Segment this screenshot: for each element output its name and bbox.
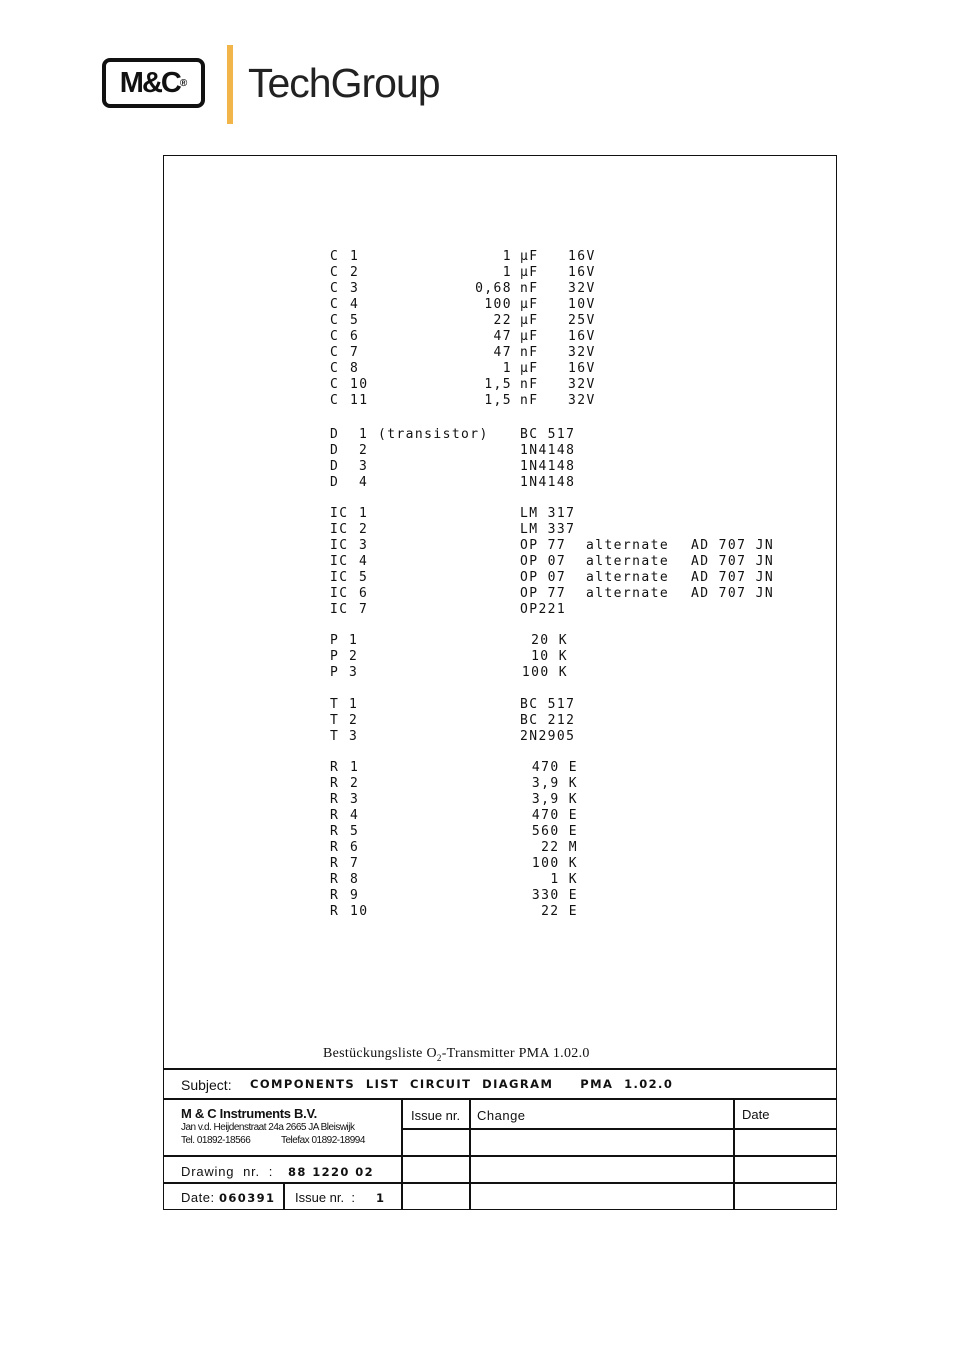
component-ref: C xyxy=(330,377,340,392)
component-value: 1 xyxy=(502,265,512,280)
company-bottom-line xyxy=(163,1155,837,1157)
change-header: Change xyxy=(477,1108,526,1123)
component-ref: C xyxy=(330,297,340,312)
component-part: OP 77 xyxy=(520,538,567,553)
component-number: 3 xyxy=(359,538,369,553)
component-number: 4 xyxy=(359,554,369,569)
component-ref: R xyxy=(330,888,340,903)
component-voltage: 32V xyxy=(568,377,596,392)
company-fax: Telefax 01892-18994 xyxy=(281,1135,365,1146)
component-value: 100 K xyxy=(521,665,568,680)
component-voltage: 16V xyxy=(568,329,596,344)
component-ref: D xyxy=(330,443,340,458)
component-ref: IC xyxy=(330,570,349,585)
component-number: 1 xyxy=(359,506,369,521)
issue-label: Issue nr. : xyxy=(295,1190,355,1205)
date-header: Date xyxy=(742,1107,770,1122)
component-number: 5 xyxy=(350,313,360,328)
component-number: 2 xyxy=(350,265,360,280)
component-voltage: 16V xyxy=(568,249,596,264)
company-address: Jan v.d. Heijdenstraat 24a 2665 JA Bleiswijk xyxy=(181,1122,355,1133)
caption-prefix: Bestückungsliste O xyxy=(323,1046,437,1061)
component-value: 47 xyxy=(493,345,512,360)
drawing-caption xyxy=(323,1046,590,1063)
component-ref: IC xyxy=(330,506,349,521)
company-tel: Tel. 01892-18566 xyxy=(181,1135,251,1146)
component-number: 8 xyxy=(350,361,360,376)
component-ref: C xyxy=(330,393,340,408)
subject-label: Subject: xyxy=(181,1077,232,1093)
component-ref: R xyxy=(330,840,340,855)
component-number: 2 xyxy=(359,443,369,458)
component-ref: IC xyxy=(330,602,349,617)
component-voltage: 32V xyxy=(568,345,596,360)
component-number: 4 xyxy=(359,475,369,490)
alternate-label: alternate xyxy=(586,570,670,585)
component-ref: P xyxy=(330,633,340,648)
component-number: 6 xyxy=(350,840,360,855)
component-value: 20 K xyxy=(531,633,568,648)
component-number: 8 xyxy=(350,872,360,887)
component-number: 2 xyxy=(359,522,369,537)
brand-name: TechGroup xyxy=(248,60,440,106)
component-part: OP221 xyxy=(520,602,567,617)
component-voltage: 32V xyxy=(568,393,596,408)
component-ref: IC xyxy=(330,538,349,553)
component-number: 10 xyxy=(350,904,369,919)
component-number: 1 xyxy=(349,697,359,712)
alternate-part: AD 707 JN xyxy=(691,570,775,585)
issue-column-line xyxy=(469,1098,471,1210)
component-value: 560 E xyxy=(531,824,578,839)
component-number: 2 xyxy=(349,649,359,664)
component-value: 470 E xyxy=(531,760,578,775)
component-unit: µF xyxy=(520,297,539,312)
component-number: 4 xyxy=(350,808,360,823)
component-number: 3 xyxy=(350,792,360,807)
component-number: 3 xyxy=(349,665,359,680)
component-ref: T xyxy=(330,729,340,744)
component-ref: C xyxy=(330,329,340,344)
component-number: 1 xyxy=(350,760,360,775)
revision-header-line xyxy=(401,1128,837,1130)
component-value: 1 xyxy=(502,361,512,376)
component-part: 2N2905 xyxy=(520,729,576,744)
component-number: 7 xyxy=(359,602,369,617)
component-voltage: 16V xyxy=(568,265,596,280)
component-unit: µF xyxy=(520,265,539,280)
component-ref: R xyxy=(330,760,340,775)
subject-value: COMPONENTS LIST CIRCUIT DIAGRAM PMA 1.02.0 xyxy=(250,1077,674,1091)
component-ref: C xyxy=(330,281,340,296)
component-value: 100 K xyxy=(531,856,578,871)
component-ref: C xyxy=(330,265,340,280)
component-ref: IC xyxy=(330,586,349,601)
component-part: LM 317 xyxy=(520,506,576,521)
component-ref: R xyxy=(330,824,340,839)
revision-left-line xyxy=(401,1098,403,1210)
component-number: 3 xyxy=(359,459,369,474)
component-ref: R xyxy=(330,904,340,919)
component-part: BC 212 xyxy=(520,713,576,728)
registered-mark: ® xyxy=(179,77,188,89)
alternate-label: alternate xyxy=(586,538,670,553)
date-issue-divider xyxy=(283,1182,285,1210)
component-unit: µF xyxy=(520,361,539,376)
component-number: 7 xyxy=(350,856,360,871)
component-number: 9 xyxy=(350,888,360,903)
component-ref: C xyxy=(330,345,340,360)
component-number: 2 xyxy=(349,713,359,728)
date-column-line xyxy=(733,1098,735,1210)
component-voltage: 32V xyxy=(568,281,596,296)
title-block-top-line xyxy=(163,1068,837,1070)
component-part: 1N4148 xyxy=(520,443,576,458)
alternate-part: AD 707 JN xyxy=(691,538,775,553)
component-note: (transistor) xyxy=(378,427,489,442)
component-value: 22 E xyxy=(541,904,578,919)
component-ref: IC xyxy=(330,522,349,537)
component-voltage: 25V xyxy=(568,313,596,328)
component-part: OP 77 xyxy=(520,586,567,601)
component-number: 6 xyxy=(359,586,369,601)
component-number: 10 xyxy=(350,377,369,392)
component-number: 2 xyxy=(350,776,360,791)
component-ref: D xyxy=(330,459,340,474)
component-number: 4 xyxy=(350,297,360,312)
component-ref: R xyxy=(330,808,340,823)
issue-header: Issue nr. xyxy=(411,1108,461,1123)
drawing-label: Drawing nr. : xyxy=(181,1164,274,1179)
component-number: 3 xyxy=(349,729,359,744)
component-ref: D xyxy=(330,427,340,442)
component-unit: nF xyxy=(520,393,539,408)
component-number: 6 xyxy=(350,329,360,344)
alternate-part: AD 707 JN xyxy=(691,586,775,601)
component-value: 3,9 K xyxy=(531,776,578,791)
component-ref: P xyxy=(330,665,340,680)
caption-subscript: 2 xyxy=(436,1052,442,1063)
component-number: 11 xyxy=(350,393,369,408)
component-ref: D xyxy=(330,475,340,490)
component-value: 22 M xyxy=(541,840,578,855)
component-part: 1N4148 xyxy=(520,459,576,474)
logo-text: M&C xyxy=(119,66,180,99)
component-value: 1,5 xyxy=(484,393,512,408)
date-value: 060391 xyxy=(219,1191,276,1205)
caption-suffix: -Transmitter PMA 1.02.0 xyxy=(441,1046,590,1061)
component-unit: nF xyxy=(520,377,539,392)
component-number: 1 xyxy=(350,249,360,264)
component-value: 10 K xyxy=(531,649,568,664)
component-part: LM 337 xyxy=(520,522,576,537)
component-ref: C xyxy=(330,313,340,328)
component-ref: T xyxy=(330,697,340,712)
component-number: 3 xyxy=(350,281,360,296)
alternate-label: alternate xyxy=(586,554,670,569)
component-part: OP 07 xyxy=(520,554,567,569)
component-number: 5 xyxy=(350,824,360,839)
component-unit: nF xyxy=(520,281,539,296)
component-value: 1 K xyxy=(550,872,578,887)
component-part: 1N4148 xyxy=(520,475,576,490)
component-unit: µF xyxy=(520,329,539,344)
component-number: 1 xyxy=(349,633,359,648)
component-ref: R xyxy=(330,872,340,887)
component-ref: R xyxy=(330,856,340,871)
component-value: 1 xyxy=(502,249,512,264)
component-unit: µF xyxy=(520,313,539,328)
component-part: BC 517 xyxy=(520,697,576,712)
company-name: M & C Instruments B.V. xyxy=(181,1106,317,1121)
logo-divider xyxy=(227,45,233,124)
component-number: 5 xyxy=(359,570,369,585)
component-ref: T xyxy=(330,713,340,728)
mc-logo xyxy=(102,58,205,108)
component-ref: C xyxy=(330,249,340,264)
component-unit: µF xyxy=(520,249,539,264)
component-unit: nF xyxy=(520,345,539,360)
date-label: Date: xyxy=(181,1190,215,1205)
component-ref: R xyxy=(330,776,340,791)
component-value: 3,9 K xyxy=(531,792,578,807)
issue-value: 1 xyxy=(376,1191,386,1205)
drawing-bottom-line xyxy=(163,1182,837,1184)
subject-bottom-line xyxy=(163,1098,837,1100)
component-number: 7 xyxy=(350,345,360,360)
component-number: 1 xyxy=(359,427,369,442)
component-ref: P xyxy=(330,649,340,664)
component-voltage: 10V xyxy=(568,297,596,312)
component-part: BC 517 xyxy=(520,427,576,442)
component-value: 100 xyxy=(484,297,512,312)
component-ref: C xyxy=(330,361,340,376)
drawing-number: 88 1220 02 xyxy=(288,1165,375,1179)
component-value: 47 xyxy=(493,329,512,344)
component-value: 22 xyxy=(493,313,512,328)
component-part: OP 07 xyxy=(520,570,567,585)
component-ref: IC xyxy=(330,554,349,569)
component-value: 0,68 xyxy=(475,281,512,296)
alternate-part: AD 707 JN xyxy=(691,554,775,569)
component-value: 1,5 xyxy=(484,377,512,392)
component-voltage: 16V xyxy=(568,361,596,376)
component-ref: R xyxy=(330,792,340,807)
component-value: 330 E xyxy=(531,888,578,903)
component-value: 470 E xyxy=(531,808,578,823)
alternate-label: alternate xyxy=(586,586,670,601)
